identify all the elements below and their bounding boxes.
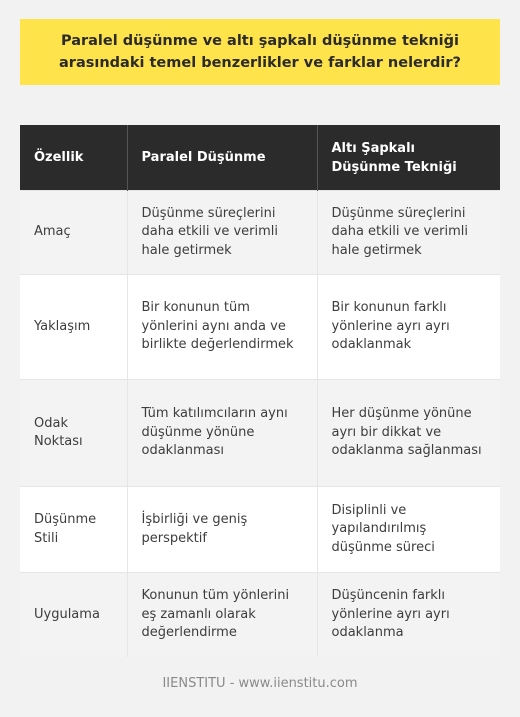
cell-alti-sapkali: Her düşünme yönüne ayrı bir dikkat ve odaklanma sağlanması [317, 380, 500, 487]
comparison-table [20, 125, 500, 657]
table-row [20, 191, 500, 275]
cell-alti-sapkali: Düşünme süreçlerini daha etkili ve verimli hale getirmek [317, 191, 500, 275]
table-row [20, 275, 500, 380]
table-header-row [20, 125, 500, 191]
title-banner [20, 19, 500, 85]
table-row [20, 380, 500, 487]
comparison-table-container [20, 125, 500, 657]
cell-alti-sapkali: Bir konunun farklı yönlerine ayrı ayrı odaklanmak [317, 275, 500, 380]
table-row [20, 487, 500, 573]
page-title [59, 30, 461, 74]
cell-feature: Uygulama [20, 573, 127, 658]
cell-alti-sapkali: Disiplinli ve yapılandırılmış düşünme süreci [317, 487, 500, 573]
cell-paralel: Düşünme süreçlerini daha etkili ve verimli hale getirmek [127, 191, 317, 275]
title-line-1: Paralel düşünme ve altı şapkalı düşünme tekniği [60, 33, 459, 49]
cell-paralel: Bir konunun tüm yönlerini aynı anda ve birlikte değerlendirmek [127, 275, 317, 380]
cell-feature: Yaklaşım [20, 275, 127, 380]
header-paralel-dusunme: Paralel Düşünme [127, 125, 317, 191]
title-line-2: arasındaki temel benzerlikler ve farklar nelerdir? [59, 55, 461, 71]
cell-paralel: Tüm katılımcıların aynı düşünme yönüne odaklanması [127, 380, 317, 487]
header-alti-sapkali: Altı Şapkalı Düşünme Tekniği [317, 125, 500, 191]
cell-feature: Odak Noktası [20, 380, 127, 487]
header-ozellik: Özellik [20, 125, 127, 191]
cell-feature: Düşünme Stili [20, 487, 127, 573]
cell-feature: Amaç [20, 191, 127, 275]
cell-paralel: İşbirliği ve geniş perspektif [127, 487, 317, 573]
cell-paralel: Konunun tüm yönlerini eş zamanlı olarak değerlendirme [127, 573, 317, 658]
table-row [20, 573, 500, 658]
footer-credit: IIENSTITU - www.iienstitu.com [162, 676, 358, 691]
cell-alti-sapkali: Düşüncenin farklı yönlerine ayrı ayrı odaklanma [317, 573, 500, 658]
